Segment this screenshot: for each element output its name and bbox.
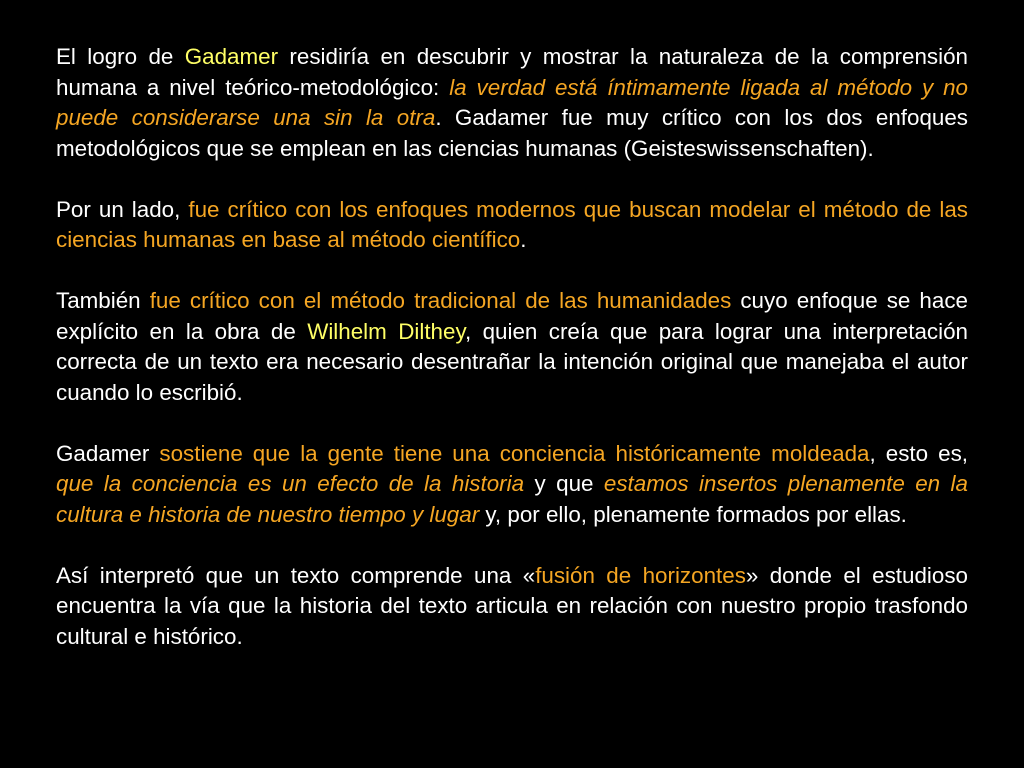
highlight-gadamer: Gadamer <box>184 44 279 69</box>
text-run: . <box>520 227 527 252</box>
text-run: , esto es, <box>869 440 968 466</box>
text-run: El logro de <box>56 44 185 69</box>
slide-text-body <box>56 42 968 652</box>
text-run: . Gadamer fue muy crítico con los dos enfoques metodológicos que se emplean en las ciencias humanas (Geisteswissenschaften). <box>56 105 968 161</box>
text-run: También <box>56 288 150 313</box>
text-run: Así interpretó que un texto comprende una « <box>56 562 536 588</box>
text-run: residiría en descubrir y mostrar la naturaleza de la comprensión humana a nivel teórico-metodológico: <box>56 44 968 100</box>
highlight-truth-method: la verdad está íntimamente ligada al método y no puede considerarse una sin la otra <box>56 74 968 130</box>
highlight-culture-history: estamos insertos plenamente en la cultura e historia de nuestro tiempo y lugar <box>56 471 968 527</box>
highlight-dilthey: Wilhelm Dilthey <box>307 318 465 344</box>
highlight-traditional-critique: fue crítico con el método tradicional de las humanidades <box>149 288 732 313</box>
highlight-modern-critique: fue crítico con los enfoques modernos que buscan modelar el método de las ciencias humanas en base al método científico <box>56 196 968 252</box>
text-run: , quien creía que para lograr una interpretación correcta de un texto era necesario desentrañar la intención original que manejaba el autor cuando lo escribió. <box>56 318 968 405</box>
paragraph-fusion-horizons <box>56 561 968 653</box>
paragraph-historical-consciousness <box>56 439 968 531</box>
text-run: » donde el estudioso encuentra la vía que la historia del texto articula en relación con nuestro propio trasfondo cultural e histórico. <box>56 562 968 649</box>
highlight-effect-of-history: que la conciencia es un efecto de la historia <box>56 471 525 496</box>
highlight-fusion-horizons: fusión de horizontes <box>535 562 746 588</box>
text-run: Por un lado, <box>56 196 189 222</box>
text-run: cuyo enfoque se hace explícito en la obra de <box>56 288 968 344</box>
highlight-historical-consciousness: sostiene que la gente tiene una conciencia históricamente moldeada <box>159 440 870 466</box>
paragraph-gadamer-achievement <box>56 42 968 164</box>
text-run: Gadamer <box>56 440 160 466</box>
text-run: y que <box>524 471 604 496</box>
paragraph-traditional-method <box>56 286 968 408</box>
text-run: y, por ello, plenamente formados por ellas. <box>479 501 907 527</box>
paragraph-modern-approaches <box>56 195 968 256</box>
